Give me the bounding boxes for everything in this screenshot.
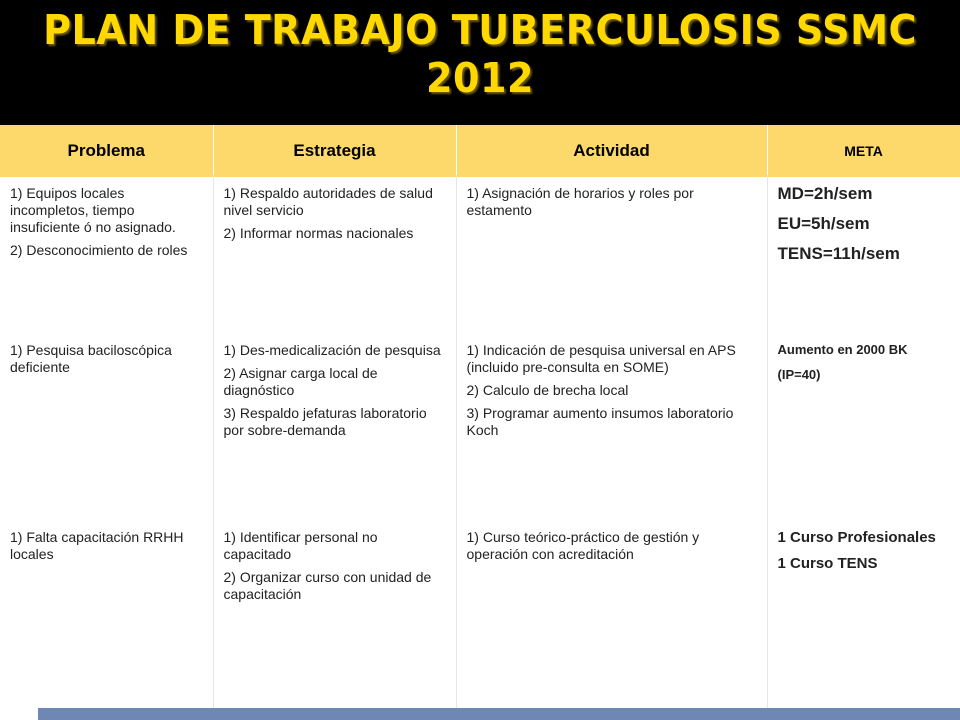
cell-line: 2) Informar normas nacionales	[223, 225, 414, 241]
actividad-cell	[456, 521, 767, 714]
cell-line: TENS=11h/sem	[777, 244, 900, 263]
cell-line: 1) Identificar personal no capacitado	[223, 529, 378, 562]
cell-line: 1) Curso teórico-práctico de gestión y operación con acreditación	[466, 529, 700, 562]
column-header-estrategia: Estrategia	[213, 125, 456, 177]
meta-cell	[767, 334, 960, 521]
cell-line: 2) Calculo de brecha local	[466, 382, 629, 398]
cell-line: 1) Des-medicalización de pesquisa	[223, 342, 441, 358]
column-divider	[213, 175, 214, 720]
cell-line: 1) Respaldo autoridades de salud nivel servicio	[223, 185, 433, 218]
problema-cell	[0, 334, 213, 521]
column-divider	[767, 175, 768, 720]
table-row	[0, 521, 960, 714]
cell-line: 1) Asignación de horarios y roles por estamento	[466, 185, 694, 218]
table-row	[0, 177, 960, 334]
work-plan-table	[0, 125, 960, 714]
cell-line: EU=5h/sem	[777, 214, 870, 233]
meta-cell	[767, 521, 960, 714]
title-bar	[0, 0, 960, 125]
cell-line: (IP=40)	[777, 367, 821, 382]
cell-line: 1 Curso TENS	[777, 555, 878, 572]
column-header-actividad: Actividad	[456, 125, 767, 177]
estrategia-cell	[213, 334, 456, 521]
cell-line: 1) Indicación de pesquisa universal en APS (incluido pre-consulta en SOME)	[466, 342, 736, 375]
actividad-cell	[456, 334, 767, 521]
estrategia-cell	[213, 521, 456, 714]
problema-cell	[0, 177, 213, 334]
table-header-row	[0, 125, 960, 177]
slide-title: PLAN DE TRABAJO TUBERCULOSIS SSMC 2012	[43, 6, 917, 102]
cell-line: 1) Pesquisa baciloscópica deficiente	[10, 342, 172, 375]
column-header-meta: META	[767, 125, 960, 177]
estrategia-cell	[213, 177, 456, 334]
meta-cell	[767, 177, 960, 334]
cell-line: 1) Equipos locales incompletos, tiempo insuficiente ó no asignado.	[10, 185, 176, 235]
actividad-cell	[456, 177, 767, 334]
cell-line: 1) Falta capacitación RRHH locales	[10, 529, 184, 562]
cell-line: 2) Asignar carga local de diagnóstico	[223, 365, 378, 398]
column-header-problema: Problema	[0, 125, 213, 177]
cell-line: 3) Respaldo jefaturas laboratorio por sobre-demanda	[223, 405, 427, 438]
table-row	[0, 334, 960, 521]
cell-line: MD=2h/sem	[777, 184, 873, 203]
cell-line: 3) Programar aumento insumos laboratorio Koch	[466, 405, 734, 438]
problema-cell	[0, 521, 213, 714]
cell-line: Aumento en 2000 BK	[777, 342, 908, 357]
cell-line: 1 Curso Profesionales	[777, 529, 936, 546]
cell-line: 2) Desconocimiento de roles	[10, 242, 188, 258]
footer-bar	[38, 708, 960, 720]
column-divider	[456, 175, 457, 720]
cell-line: 2) Organizar curso con unidad de capacitación	[223, 569, 432, 602]
